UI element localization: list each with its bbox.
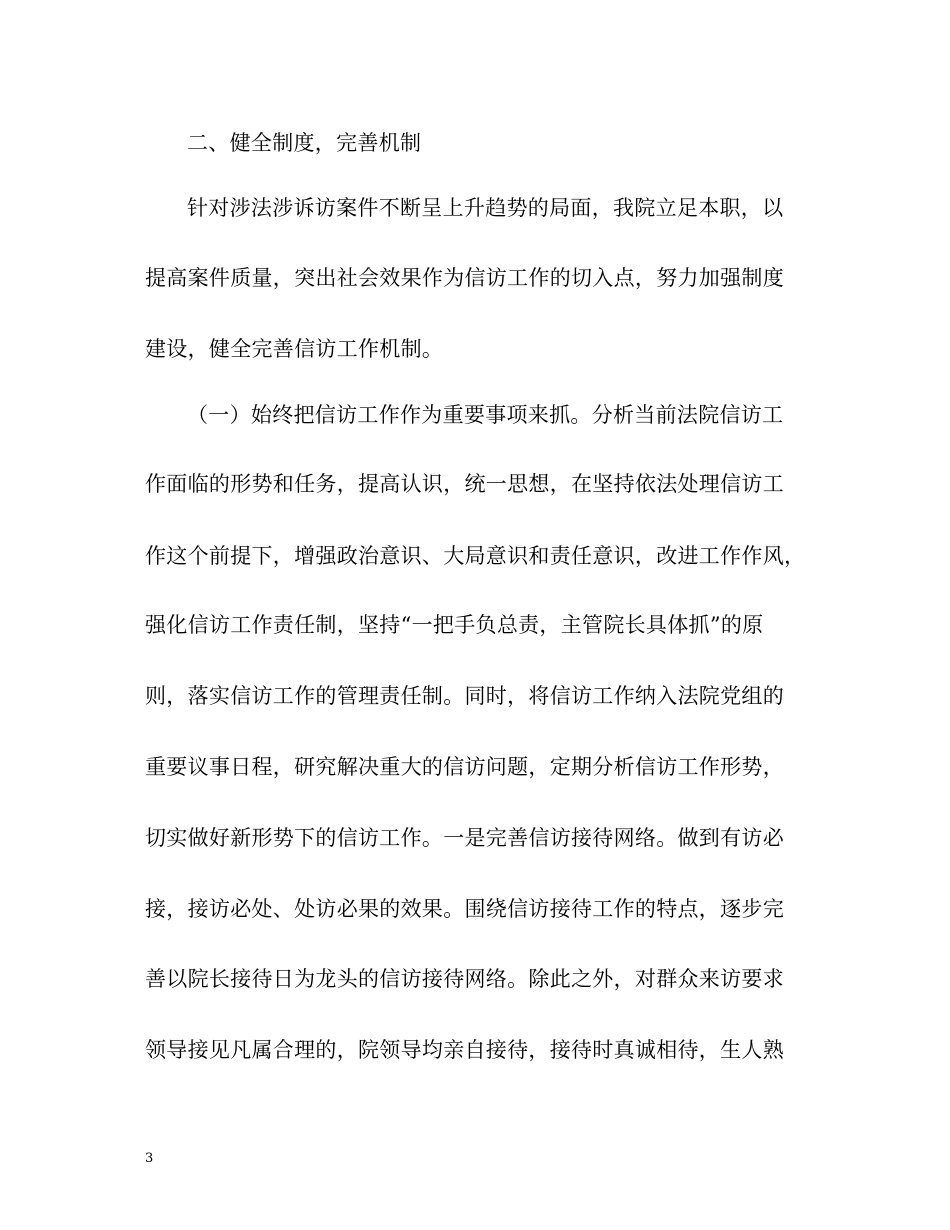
- paragraph-line: 接，接访必处、处访必果的效果。围绕信访接待工作的特点，逐步完: [145, 897, 784, 921]
- page-number: 3: [145, 1151, 154, 1166]
- paragraph-line: 建设，健全完善信访工作机制。: [145, 337, 444, 361]
- paragraph-line: 强化信访工作责任制，坚持“一把手负总责，主管院长具体抓”的原: [145, 613, 764, 637]
- paragraph-line: 重要议事日程，研究解决重大的信访问题，定期分析信访工作形势，: [145, 755, 784, 779]
- subsection-line: （一）始终把信访工作作为重要事项来抓。分析当前法院信访工: [187, 403, 784, 427]
- paragraph-line: 领导接见凡属合理的，院领导均亲自接待，接待时真诚相待，生人熟: [145, 1038, 784, 1062]
- paragraph-line: 切实做好新形势下的信访工作。一是完善信访接待网络。做到有访必: [145, 826, 784, 850]
- paragraph-line: 则，落实信访工作的管理责任制。同时，将信访工作纳入法院党组的: [145, 684, 784, 708]
- paragraph-line: 提高案件质量，突出社会效果作为信访工作的切入点，努力加强制度: [145, 266, 784, 290]
- paragraph-line: 作面临的形势和任务，提高认识，统一思想，在坚持依法处理信访工: [145, 472, 784, 496]
- paragraph-line: 针对涉法涉诉访案件不断呈上升趋势的局面，我院立足本职，以: [187, 196, 784, 220]
- paragraph-line: 作这个前提下，增强政治意识、大局意识和责任意识，改进工作作风，: [145, 544, 806, 568]
- section-heading: 二、健全制度，完善机制: [187, 131, 422, 155]
- paragraph-line: 善以院长接待日为龙头的信访接待网络。除此之外，对群众来访要求: [145, 967, 784, 991]
